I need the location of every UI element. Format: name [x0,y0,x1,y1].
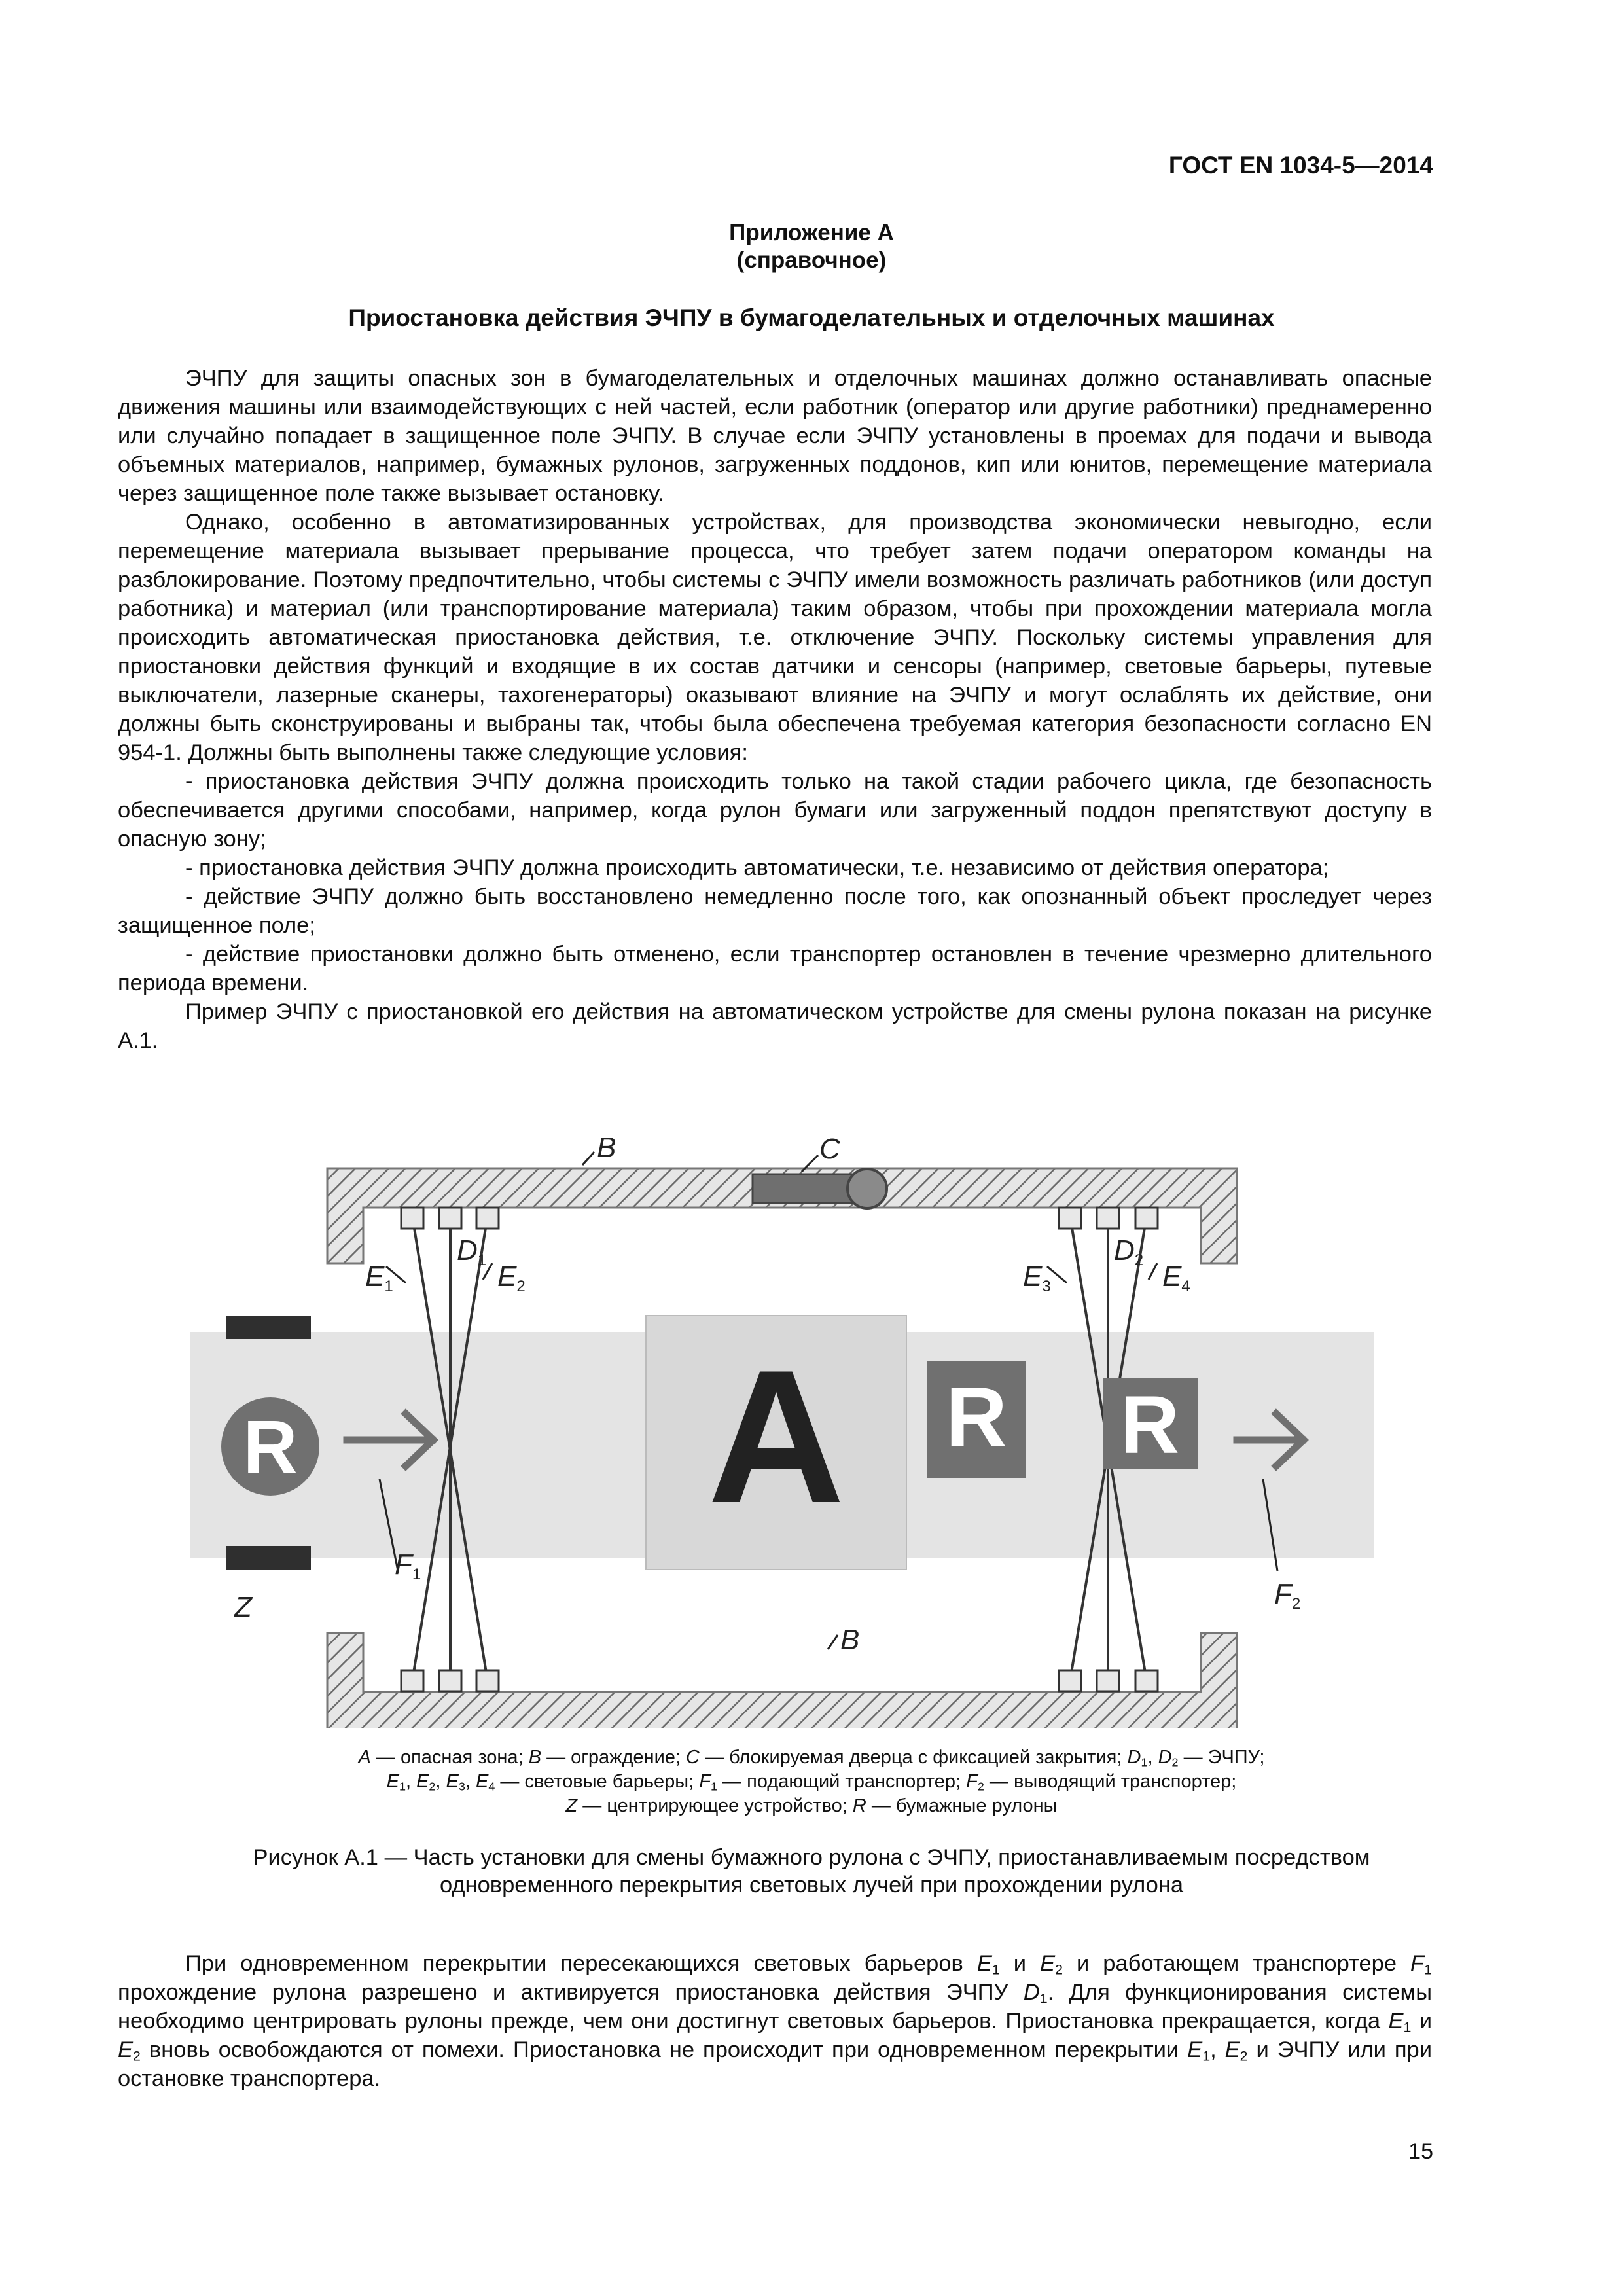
paper-roll-outgoing-label: R [1120,1380,1180,1471]
label-f2: F2 [1274,1578,1301,1613]
label-e1: E1 [365,1261,393,1295]
label-e3: E3 [1023,1261,1051,1295]
legend-line-3: Z — центрирующее устройство; R — бумажные рулоны [565,1795,1058,1816]
label-c: C [819,1133,840,1165]
caption-line-1: Рисунок А.1 — Часть установки для смены бумажного рулона с ЭЧПУ, приостанавливаемым посредством [253,1845,1370,1870]
bullet-1: - приостановка действия ЭЧПУ должна происходить только на такой стадии рабочего цикла, где безопасность обеспечивается другими способами, например, когда рулон бумаги или загруженный поддон препятствуют доступу в опасную зону; [118,769,1432,852]
appendix-title: Приложение А [729,220,894,245]
body-text [118,364,1432,1055]
appendix-type: (справочное) [736,247,887,273]
centering-device-bottom [226,1546,311,1570]
caption-line-2: одновременного перекрытия световых лучей при прохождении рулона [439,1873,1184,1897]
bullet-2: - приостановка действия ЭЧПУ должна происходить автоматически, т.е. независимо от действия оператора; [185,855,1329,880]
paragraph-1: ЭЧПУ для защиты опасных зон в бумагоделательных и отделочных машинах должно останавливать опасные движения машины или взаимодействующих с ней частей, если работник (оператор или другие работники) преднамеренно или случайно попадает в защищенное поле ЭЧПУ. В случае если ЭЧПУ установлены в проемах для подачи и вывода объемных материалов, например, бумажных рулонов, загруженных поддонов, кип или юнитов, перемещение материала через защищенное поле также вызывает остановку. [118,366,1432,506]
label-d2: D2 [1114,1234,1144,1269]
label-e4: E4 [1162,1261,1190,1295]
label-e2: E2 [497,1261,526,1295]
bullet-3: - действие ЭЧПУ должно быть восстановлено немедленно после того, как опознанный объект проследует через защищенное поле; [118,884,1432,938]
final-paragraph: При одновременном перекрытии пересекающихся световых барьеров $E_1$ и $E_2$ и работающем транспортере $F_1$ прохождение рулона разрешено и активируется приостановка действия ЭЧПУ $D_1$. Для функционирования системы необходимо центрировать рулоны прежде, чем они достигнут световых барьеров. Приостановка прекращается, когда $E_1$ и $E_2$ вновь освобождаются от помехи. Приостановка не происходит при одновременном перекрытии $E_1$, $E_2$ и ЭЧПУ или при остановке транспортера. [118,1951,1432,2091]
document-title: Приостановка действия ЭЧПУ в бумагоделательных и отделочных машинах [348,304,1275,331]
paper-roll-middle-label: R [946,1369,1007,1465]
paragraph-2: Однако, особенно в автоматизированных устройствах, для производства экономически невыгодно, если перемещение материала вызывает прерывание процесса, что требует затем подачи оператором команды на разблокирование. Поэтому предпочтительно, чтобы системы с ЭЧПУ имели возможность различать работников (или доступ работника) и материал (или транспортирование материала) таким образом, чтобы при прохождении материала могла происходить автоматическая приостановка действия, т.е. отключение ЭЧПУ. Поскольку системы управления для приостановки действия функций и входящие в их состав датчики и сенсоры (например, световые барьеры, путевые выключатели, лазерные сканеры, тахогенераторы) оказывают влияние на ЭЧПУ и могут ослаблять их действие, они должны быть сконструированы и выбраны так, чтобы была обеспечена требуемая категория безопасности согласно EN 954-1. Должны быть выполнены также следующие условия: [118,510,1432,765]
label-d1: D1 [457,1234,487,1269]
label-f1: F1 [395,1549,421,1583]
label-z: Z [234,1591,252,1623]
label-b-top: B [597,1132,616,1164]
bullet-4: - действие приостановки должно быть отменено, если транспортер остановлен в течение чрезмерно длительного периода времени. [118,942,1432,996]
legend-line-1: A — опасная зона; B — ограждение; C — блокируемая дверца с фиксацией закрытия; $D_1$, $D_2$ — ЭЧПУ; [358,1747,1265,1769]
figure-caption [0,1844,1623,1899]
figure-legend [0,1746,1623,1818]
danger-zone-label: A [707,1331,845,1543]
paper-roll-incoming-label: R [243,1405,298,1489]
figure-a1-diagram [190,1100,1374,1728]
centering-device-top [226,1316,311,1339]
page-number: 15 [1408,2139,1433,2164]
legend-line-2: $E_1$, $E_2$, $E_3$, $E_4$ — световые барьеры; $F_1$ — подающий транспортер; $F_2$ — выводящий транспортер; [386,1771,1237,1793]
standard-header: ГОСТ EN 1034-5—2014 [1168,152,1433,179]
label-b-bottom: B [840,1624,860,1656]
locked-door [753,1169,887,1208]
paragraph-3: Пример ЭЧПУ с приостановкой его действия на автоматическом устройстве для смены рулона показан на рисунке А.1. [118,999,1432,1053]
